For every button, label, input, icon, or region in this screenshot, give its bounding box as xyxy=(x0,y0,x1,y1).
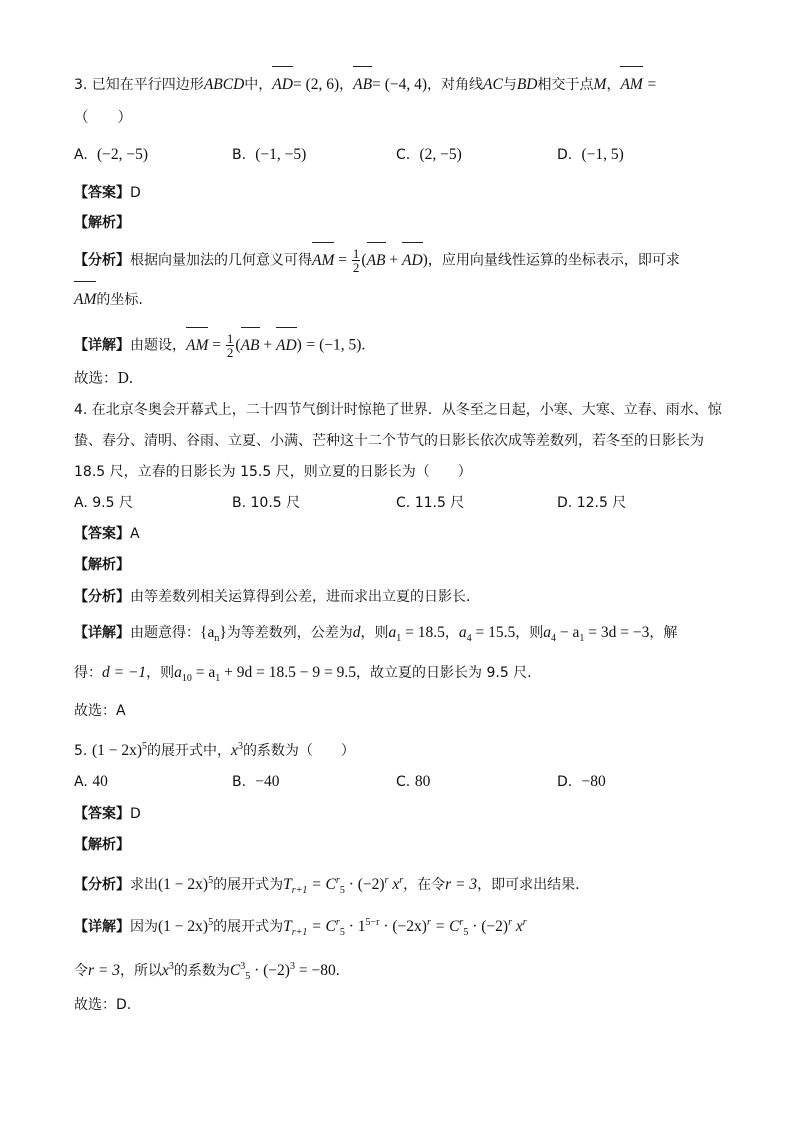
q5-choose: 故选：D. xyxy=(74,997,132,1013)
q5-answer: 【答案】D xyxy=(74,806,141,822)
q3-choose: 故选：D. xyxy=(74,371,134,387)
q4-option-c: C. 11.5 尺 xyxy=(396,495,465,511)
q4-stem-line3: 18.5 尺，立春的日影长为 15.5 尺，则立夏的日影长为（ ） xyxy=(74,464,472,480)
q4-option-b: B. 10.5 尺 xyxy=(232,495,301,511)
q3-option-c: C. (2, −5) xyxy=(396,146,462,163)
q5-xiangjie-line2: 令r = 3，所以$x^3$的系数为$C^3_5 \cdot (-2)^3 = -80$. xyxy=(74,961,340,983)
q5-option-b: B. −40 xyxy=(232,773,280,790)
q3-paren: （ ） xyxy=(74,110,132,126)
q4-fenxi: 【分析】由等差数列相关运算得到公差，进而求出立夏的日影长. xyxy=(74,589,471,605)
q4-xiangjie-line2: 得：d = −1，则$a_{10} = a_1 + 9d = 18.5 - 9 = 9.5$，故立夏的日影长为 9.5 尺. xyxy=(74,664,532,685)
q3-option-a: A. (−2, −5) xyxy=(74,146,149,163)
q4-option-d: D. 12.5 尺 xyxy=(557,495,627,511)
q3-analysis-tag: 【解析】 xyxy=(74,215,130,231)
q5-analysis-tag: 【解析】 xyxy=(74,837,130,853)
q5-stem: 5. $(1 - 2x)^5$的展开式中，$x^3$的系数为（ ） xyxy=(74,741,355,760)
q4-analysis-tag: 【解析】 xyxy=(74,557,130,573)
q5-option-a: A. 40 xyxy=(74,773,108,790)
vector-ab: AB xyxy=(353,75,372,95)
q4-option-a: A. 9.5 尺 xyxy=(74,495,133,511)
q4-xiangjie-line1: 【详解】由题意得：$\{a_n\}$为等差数列，公差为d，则$a_1 = 18.5$，$a_4 = 15.5$，则$a_4 - a_1 = 3d = -3$，解 xyxy=(74,624,678,645)
vector-am: AM xyxy=(620,75,642,95)
vector-ad: AD xyxy=(272,75,293,95)
q4-stem-line2: 蛰、春分、清明、谷雨、立夏、小满、芒种这十二个节气的日影长依次成等差数列，若冬至的日影长为 xyxy=(74,433,704,449)
q5-option-c: C. 80 xyxy=(396,773,431,790)
q4-stem-line1: 4. 在北京冬奥会开幕式上，二十四节气倒计时惊艳了世界．从冬至之日起，小寒、大寒、立春、雨水、惊 xyxy=(74,402,722,418)
q5-xiangjie-line1: 【详解】因为$(1 - 2x)^5$的展开式为$T_{r+1} = C^r_5 \cdot 1^{5-r} \cdot (-2x)^r = C^r_5 \cdot (-2)^r$ $x^r$ xyxy=(74,917,527,939)
q3-option-d: D. (−1, 5) xyxy=(557,146,624,163)
q3-answer: 【答案】D xyxy=(74,185,141,201)
q3-fenxi-cont: AM的坐标. xyxy=(74,290,143,310)
q4-choose: 故选：A xyxy=(74,703,126,719)
q5-option-d: D. −80 xyxy=(557,773,606,790)
q5-fenxi: 【分析】求出$(1 - 2x)^5$的展开式为$T_{r+1} = C^r_5 \cdot (-2)^r$ $x^r$，在令r = 3，即可求出结果. xyxy=(74,875,580,897)
q3-fenxi: 【分析】根据向量加法的几何意义可得 AM = $\frac{1}{2}$ ( AB + AD)，应用向量线性运算的坐标表示，即可求 xyxy=(74,247,680,274)
q4-answer: 【答案】A xyxy=(74,526,140,542)
q3-stem: 3. 已知在平行四边形ABCD中， AD= (2, 6)， AB= (−4, 4)，对角线AC与BD相交于点M， AM = xyxy=(74,75,656,95)
q3-xiangjie: 【详解】由题设， AM = $\frac{1}{2}$ ( AB + AD) = (−1, 5). xyxy=(74,332,365,359)
q3-option-b: B. (−1, −5) xyxy=(232,146,307,163)
